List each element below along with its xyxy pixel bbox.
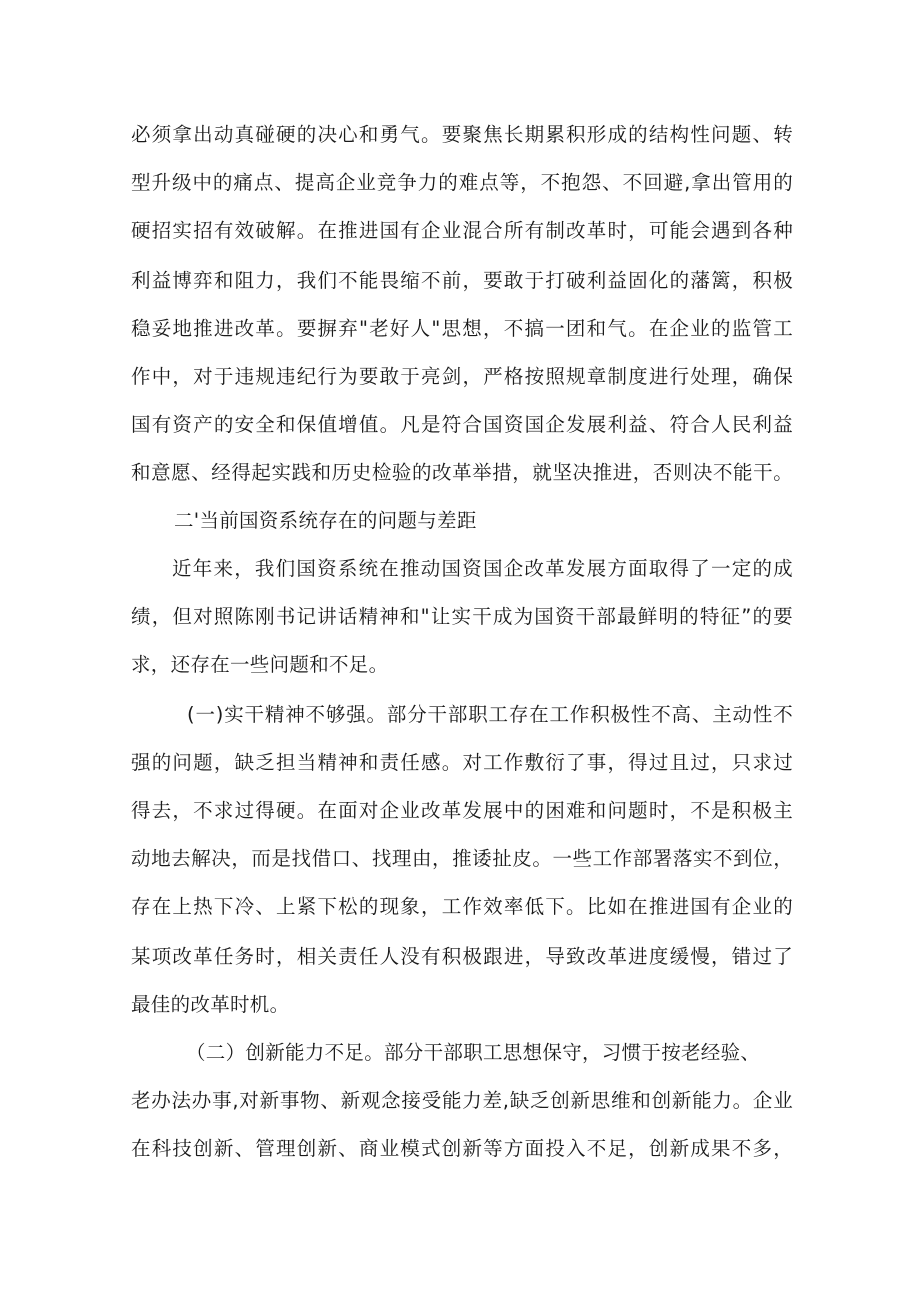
text-line-3: 硬招实招有效破解。在推进国有企业混合所有制改革时，可能会遇到各种	[131, 219, 793, 242]
text-line-12: 求，还存在一些问题和不足。	[131, 653, 389, 676]
text-line-14: 强的问题，缺乏担当精神和责任感。对工作敷衍了事，得过且过，只求过	[131, 751, 793, 774]
text-line-17: 存在上热下冷、上紧下松的现象，工作效率低下。比如在推进国有企业的	[131, 895, 793, 918]
text-line-10: 近年来，我们国资系统在推动国资国企改革发展方面取得了一定的成	[172, 557, 793, 580]
text-line-21: 老办法办事,对新事物、新观念接受能力差,缺乏创新思维和创新能力。企业	[131, 1089, 793, 1112]
text-line-11: 绩，但对照陈刚书记讲话精神和"让实干成为国资干部最鲜明的特征”的要	[131, 605, 793, 628]
text-line-18: 某项改革任务时，相关责任人没有积极跟进，导致改革进度缓慢，错过了	[131, 945, 793, 968]
text-line-7: 国有资产的安全和保值增值。凡是符合国资国企发展利益、符合人民利益	[131, 413, 793, 436]
text-line-4: 利益博弈和阻力，我们不能畏缩不前，要敢于打破利益固化的藩篱，积极	[131, 269, 793, 292]
text-line-1: 必须拿出动真碰硬的决心和勇气。要聚焦长期累积形成的结构性问题、转	[131, 123, 793, 146]
text-line-5: 稳妥地推进改革。要摒弃"老好人"思想，不搞一团和气。在企业的监管工	[131, 317, 793, 340]
text-line-8: 和意愿、经得起实践和历史检验的改革举措，就坚决推进，否则决不能干。	[131, 461, 793, 484]
subsection-heading-1: (一)实干精神不够强。部分干部职工存在工作积极性不高、主动性不	[187, 703, 793, 726]
text-line-22: 在科技创新、管理创新、商业模式创新等方面投入不足，创新成果不多，	[131, 1137, 793, 1160]
subsection-heading-2: （二）创新能力不足。部分干部职工思想保守，习惯于按老经验、	[186, 1041, 761, 1064]
text-line-15: 得去，不求过得硬。在面对企业改革发展中的困难和问题时，不是积极主	[131, 799, 793, 822]
text-line-16: 动地去解决，而是找借口、找理由，推诿扯皮。一些工作部署落实不到位，	[131, 847, 793, 870]
text-line-2: 型升级中的痛点、提高企业竞争力的难点等，不抱怨、不回避,拿出管用的	[131, 171, 793, 194]
text-line-19: 最佳的改革时机。	[131, 993, 290, 1016]
section-heading-2: 二'当前国资系统存在的问题与差距	[174, 509, 477, 532]
text-line-6: 作中，对于违规违纪行为要敢于亮剑，严格按照规章制度进行处理，确保	[131, 365, 793, 388]
